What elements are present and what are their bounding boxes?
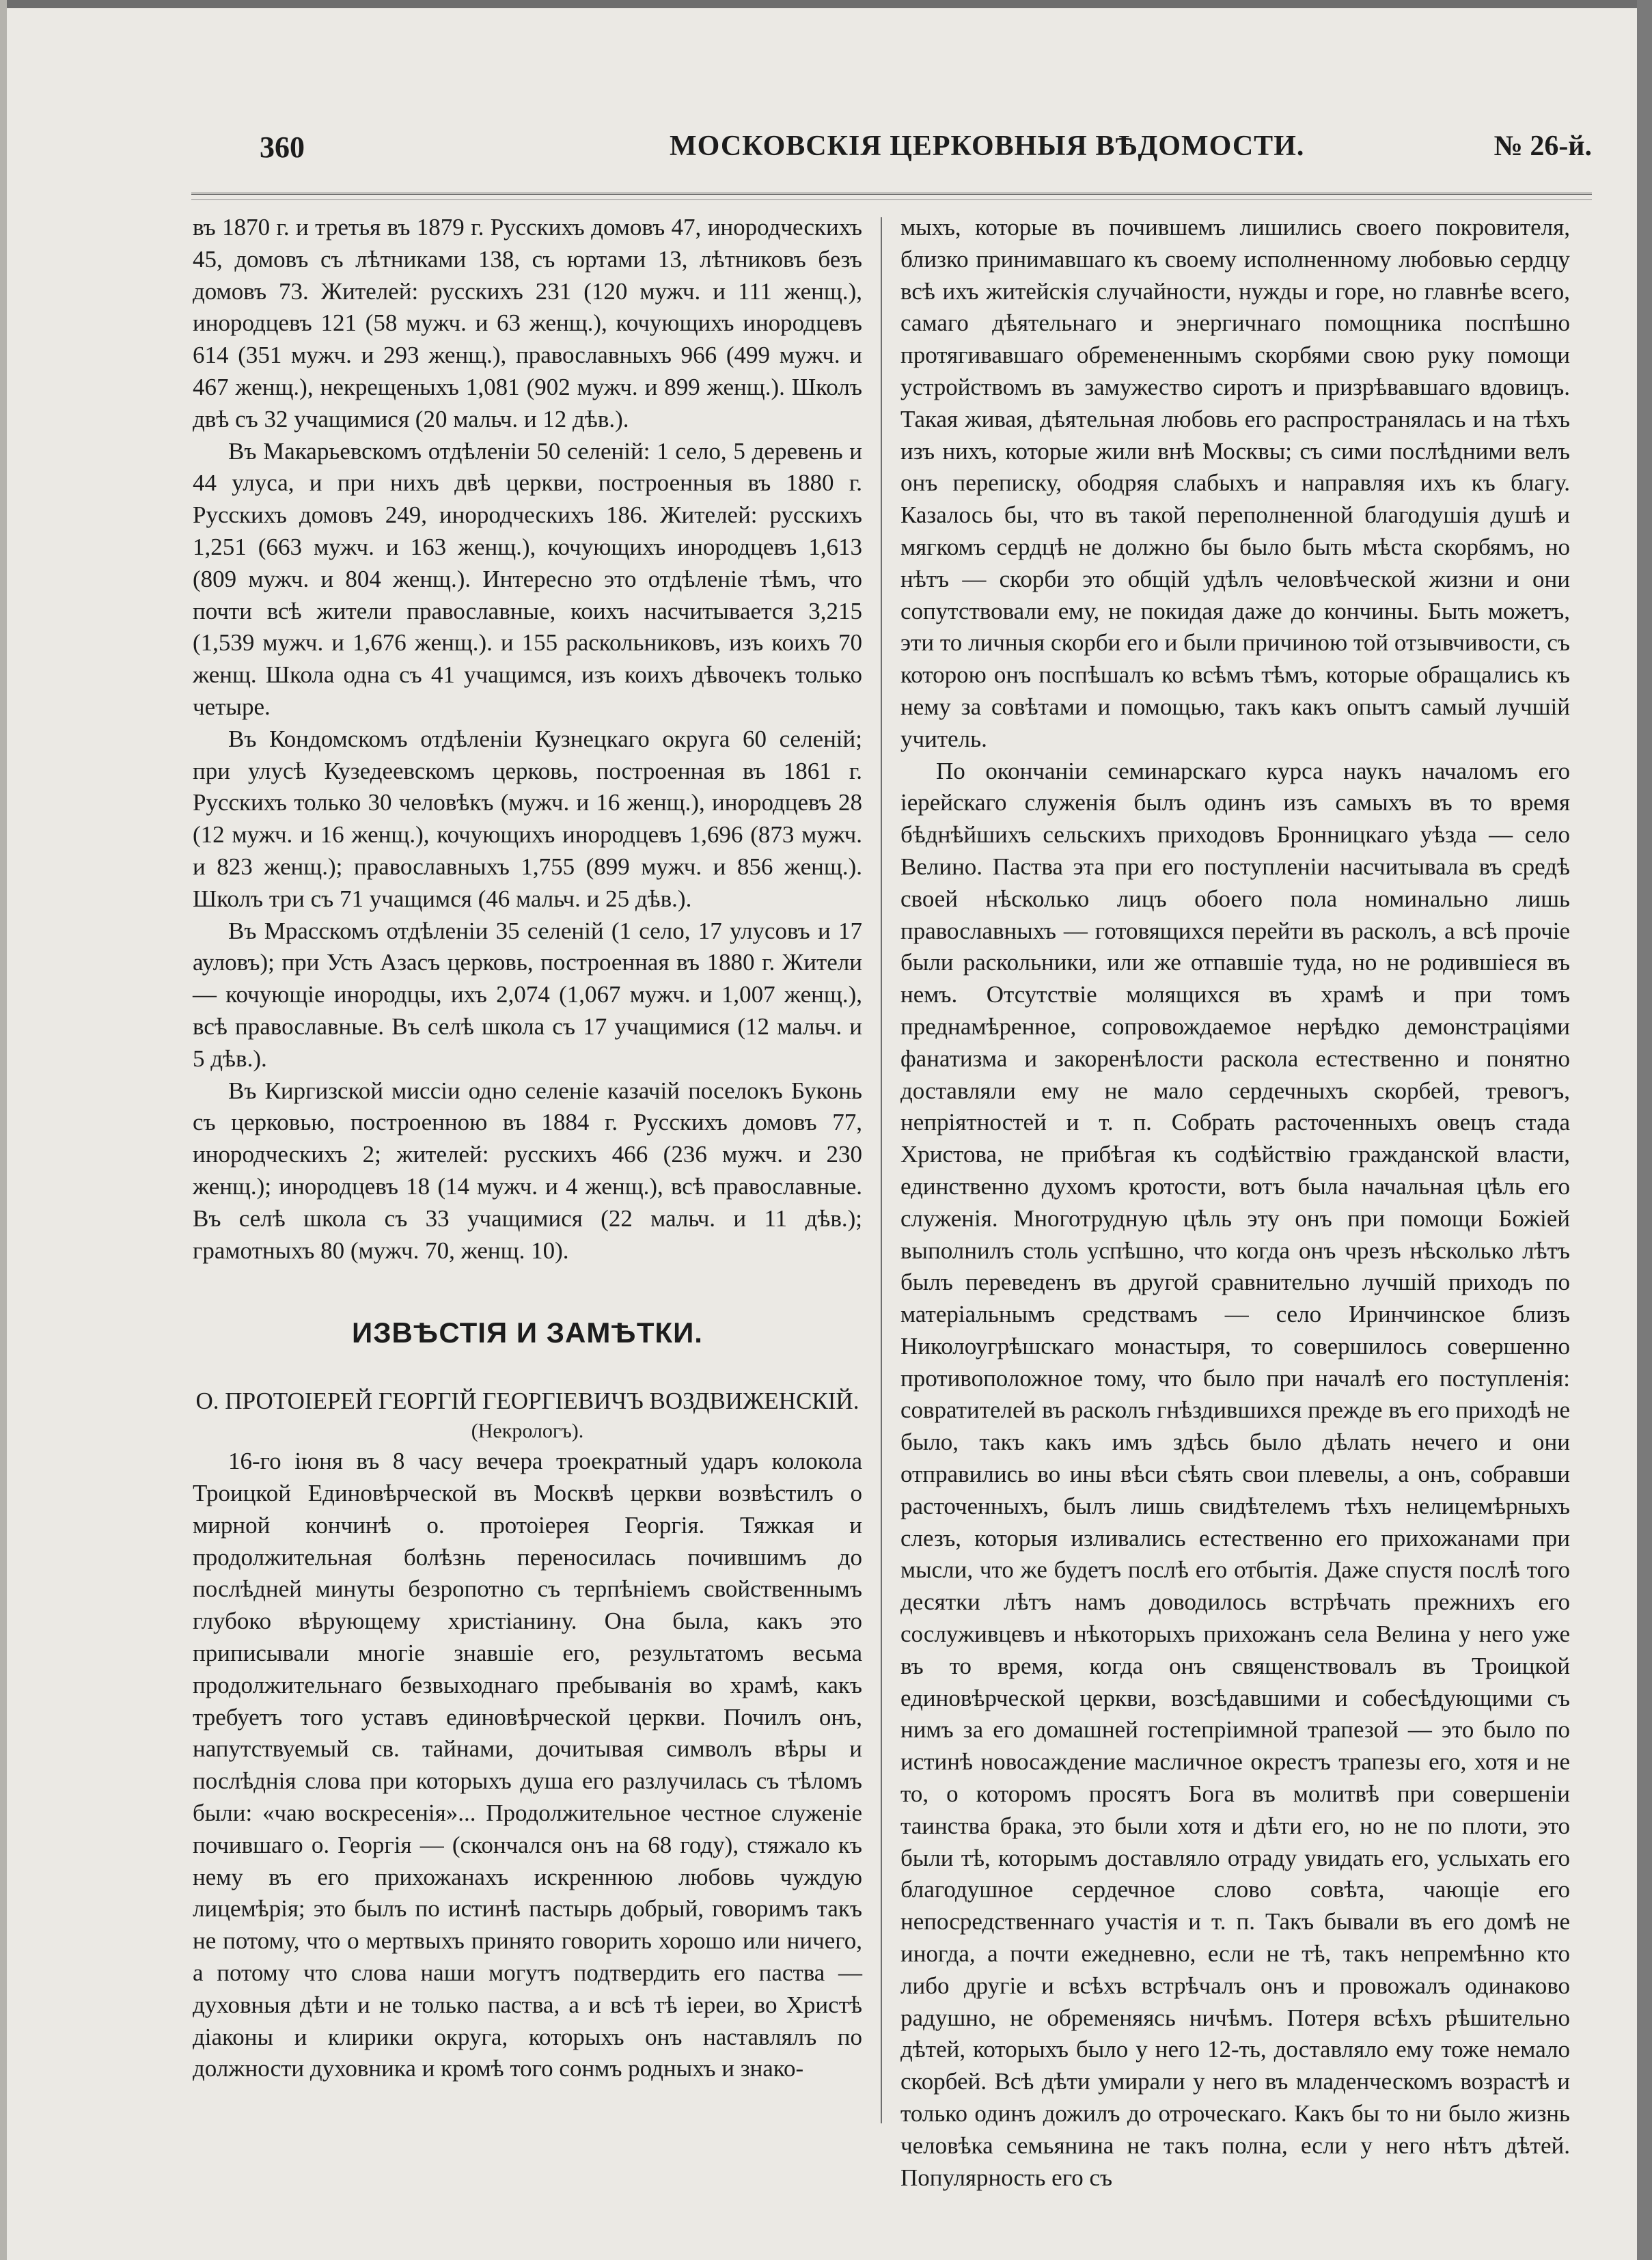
paragraph-makarievsky: Въ Макарьевскомъ отдѣленіи 50 селеній: 1 село, 5 деревень и 44 улуса, и при нихъ двѣ церкви, построенныя въ 1880 г. Русскихъ домовъ 249, инородческихъ 186. Жителей: русскихъ 1,251 (663 мужч. и 163 женщ.), кочующихъ инородцевъ 1,613 (809 мужч. и 804 женщ.). Интересно это отдѣленіе тѣмъ, что почти всѣ жители православные, коихъ насчитывается 3,215 (1,539 мужч. и 1,676 женщ.). и 155 раскольниковъ, изъ коихъ 70 женщ. Школа одна съ 41 учащимся, изъ коихъ дѣвочекъ только четыре. — [193, 437, 862, 720]
left-column — [193, 212, 862, 2125]
paragraph-continued: въ 1870 г. и третья въ 1879 г. Русскихъ домовъ 47, инородческихъ 45, домовъ съ лѣтниками 138, съ юртами 13, лѣтниковъ безъ домовъ 73. Жителей: русскихъ 231 (120 мужч. и 111 женщ.), инородцевъ 121 (58 мужч. и 63 женщ.), кочующихъ инородцевъ 614 (351 мужч. и 293 женщ.), православныхъ 966 (499 мужч. и 467 женщ.), некрещеныхъ 1,081 (902 мужч. и 899 женщ.). Школъ двѣ съ 32 учащимися (20 мальч. и 12 дѣв.). — [193, 214, 862, 432]
paragraph-kirgiz-mission: Въ Киргизской миссіи одно селеніе казачій поселокъ Буконь съ церковью, построенною въ 1884 г. Русскихъ домовъ 77, инородческихъ 2; жителей: русскихъ 466 (236 мужч. и 230 женщ.); инородцевъ 18 (14 мужч. и 4 женщ.), всѣ православные. Въ селѣ школа съ 33 учащимися (22 мальч. и 11 дѣв.); грамотныхъ 80 (мужч. 70, женщ. 10). — [193, 1077, 862, 1264]
paragraph-ministry: По окончаніи семинарскаго курса наукъ началомъ его іерейскаго служенія былъ одинъ изъ самыхъ въ то время бѣднѣйшихъ сельскихъ приходовъ Бронницкаго уѣзда — село Велино. Паства эта при его поступленіи насчитывала въ средѣ своей нѣсколько лицъ обоего пола номинально лишь православныхъ — готовящихся перейти въ расколъ, а всѣ прочіе были раскольники, или же отпавшіе туда, но не родившіеся въ немъ. Отсутствіе молящихся въ храмѣ и при томъ преднамѣренное, сопровождаемое нерѣдко демонстраціями фанатизма и закоренѣлости раскола естественно и понятно доставляли ему не мало сердечныхъ скорбей, тревогъ, непріятностей и т. п. Собрать расточенныхъ овецъ стада Христова, не прибѣгая къ содѣйствію гражданской власти, единственно духомъ кротости, вотъ была начальная цѣль его служенія. Многотрудную цѣль эту онъ при помощи Божіей выполнилъ столь успѣшно, что когда онъ чрезъ нѣсколько лѣтъ былъ переведенъ въ другой сравнительно лучшій приходъ по матеріальнымъ средствамъ — село Иринчинское близъ Николоугрѣшскаго монастыря, то совершилось совершенно противоположное тому, что было при началѣ его поступленія: совратителей въ расколъ гнѣздившихся прежде въ его приходѣ не было, такъ какъ имъ здѣсь было дѣлать нечего и они отправились во ины вѣси сѣять свои плевелы, а онъ, собравши расточенныхъ, былъ лишь свидѣтелемъ тѣхъ нелицемѣрныхъ слезъ, которыя изливались естественно его прихожанами при мысли, что же будетъ послѣ его отбытія. Даже спустя послѣ того десятки лѣтъ намъ доводилось встрѣчать прежнихъ его сослуживцевъ и нѣкоторыхъ прихожанъ села Велина у него уже въ то время, когда онъ священствовалъ въ Троицкой единовѣрческой церкви, возсѣдавшими и собесѣдующими съ нимъ за его домашней гостепріимной трапезой — это было по истинѣ новосаждение масличное окрестъ трапезы его, хотя и не то, о которомъ просятъ Бога въ молитвѣ при совершеніи таинства брака, это были хотя и дѣти его, но не по плоти, это были тѣ, которымъ доставляло отраду увидать его, услыхать его благодушное сердечное слово совѣта, чающіе его непосредственнаго участія и т. п. Такъ бывали въ его домѣ не иногда, а почти ежедневно, если не тѣ, такъ непремѣнно кто либо другіе и всѣхъ встрѣчалъ онъ и провожалъ одинаково радушно, не обременяясь ничѣмъ. Потеря всѣхъ рѣшительно дѣтей, которыхъ было у него 12-ть, доставляло ему тоже немало скорбей. Всѣ дѣти умирали у него въ младенческомъ возрастѣ и только одинъ дожилъ до отроческаго. Какъ бы то ни было жизнь человѣка семьянина не такъ полна, если у него нѣтъ дѣтей. Популярность его съ — [900, 757, 1570, 2191]
running-title: МОСКОВСКІЯ ЦЕРКОВНЫЯ ВѢДОМОСТИ. — [670, 130, 1305, 162]
issue-number: № 26-й. — [1493, 130, 1592, 162]
section-heading: ИЗВѢСТІЯ И ЗАМѢТКИ. — [352, 1317, 703, 1349]
paragraph-obituary-continued: мыхъ, которые въ почившемъ лишились своего покровителя, близко принимавшаго къ своему исполненному любовью сердцу всѣ ихъ житейскія случайности, нужды и горе, но главнѣе всего, самаго дѣятельнаго и энергичнаго помощника поспѣшно протягивавшаго обремененнымъ скорбями свою руку помощи устройствомъ въ замужество сиротъ и призрѣвавшаго вдовицъ. Такая живая, дѣятельная любовь его распространялась и на тѣхъ изъ нихъ, которые жили внѣ Москвы; съ сими послѣдними велъ онъ переписку, ободряя слабыхъ и направляя ихъ къ благу. Казалось бы, что въ такой переполненной благодушія душѣ и мягкомъ сердцѣ не должно бы было быть мѣста скорбямъ, но нѣтъ — скорби это общій удѣлъ человѣческой жизни и они сопутствовали ему, не покидая даже до кончины. Быть можетъ, эти то личныя скорби его и были причиною той отзывчивости, съ которою онъ поспѣшалъ ко всѣмъ тѣмъ, которые обращались къ нему за совѣтами и помощью, такъ какъ опытъ самый лучшій учитель. — [900, 214, 1570, 752]
header-rule — [191, 193, 1592, 195]
scan-right-edge — [1637, 0, 1652, 2260]
scan-left-edge — [0, 0, 7, 2260]
paragraph-obituary-start: 16-го іюня въ 8 часу вечера троекратный ударъ колокола Троицкой Единовѣрческой въ Москвѣ церкви возвѣстилъ о мирной кончинѣ о. протоіерея Георгія. Тяжкая и продолжительная болѣзнь переносилась почившимъ до послѣдней минуты безропотно съ терпѣніемъ свойственнымъ глубоко вѣрующему христіанину. Она была, какъ это приписывали многіе знавшіе его, результатомъ весьма продолжительнаго безвыходнаго пребыванія во храмѣ, какъ требуетъ того уставъ единовѣрческой церкви. Почилъ онъ, напутствуемый св. тайнами, дочитывая символъ вѣры и послѣднія слова при которыхъ душа его разлучилась съ тѣломъ были: «чаю воскресенія»... Продолжительное честное служеніе почившаго о. Георгія — (скончался онъ на 68 году), стяжало къ нему въ его прихожанахъ искреннюю любовь чуждую лицемѣрія; это былъ по истинѣ пастырь добрый, говоримъ такъ не потому, что о мертвыхъ принято говорить хорошо или ничего, а потому что слова наши могутъ подтвердить его паства — духовныя дѣти и не только паства, а и всѣ тѣ іереи, во Христѣ діаконы и клирики округа, которыхъ онъ наставлялъ по должности духовника и кромѣ того сонмъ родныхъ и знако- — [193, 1448, 862, 2082]
obituary-subtitle: (Некрологъ). — [471, 1420, 584, 1443]
scan-top-edge — [0, 0, 1652, 8]
page-header — [260, 130, 1592, 178]
column-divider — [881, 217, 882, 2123]
header-rule-thin — [191, 199, 1592, 200]
paragraph-mrassky: Въ Мрасскомъ отдѣленіи 35 селеній (1 село, 17 улусовъ и 17 ауловъ); при Усть Азасъ церковь, построенная въ 1880 г. Жители — кочующіе инородцы, ихъ 2,074 (1,067 мужч. и 1,007 женщ.), всѣ православные. Въ селѣ школа съ 17 учащимися (12 мальч. и 5 дѣв.). — [193, 917, 862, 1072]
page-number: 360 — [260, 130, 305, 164]
right-column — [900, 212, 1570, 2191]
paragraph-kondomsky: Въ Кондомскомъ отдѣленіи Кузнецкаго округа 60 селеній; при улусѣ Кузедеевскомъ церковь, построенная въ 1861 г. Русскихъ только 30 человѣкъ (мужч. и 16 женщ.), инородцевъ 28 (12 мужч. и 16 женщ.), кочующихъ инородцевъ 1,696 (873 мужч. и 823 женщ.); православныхъ 1,755 (899 мужч. и 856 женщ.). Школъ три съ 71 учащимся (46 мальч. и 25 дѣв.). — [193, 725, 862, 912]
obituary-title: О. ПРОТОІЕРЕЙ ГЕОРГІЙ ГЕОРГІЕВИЧЪ ВОЗДВИЖЕНСКІЙ. — [195, 1388, 859, 1415]
